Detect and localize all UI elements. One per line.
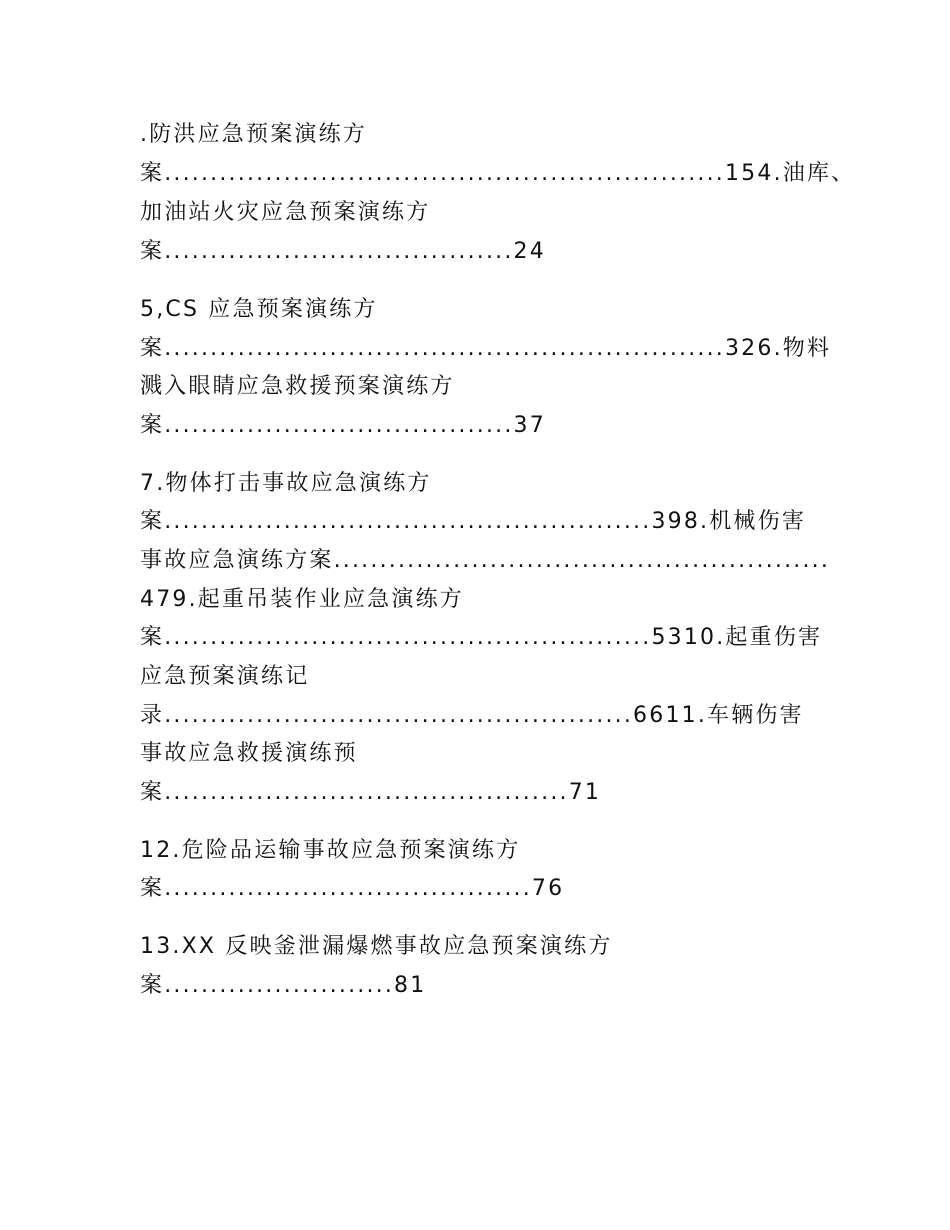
toc-line: 案............................................71 [140, 780, 602, 805]
toc-line: 录...................................................6611.车辆伤害 [140, 703, 804, 728]
toc-line: 加油站火灾应急预案演练方 [140, 200, 431, 225]
toc-line: 案........................................76 [140, 876, 565, 901]
toc-line: 案.............................................................154.油库、 [140, 161, 856, 186]
toc-line: 案.............................................................326.物料 [140, 336, 832, 361]
toc-line: 案.....................................................5310.起重伤害 [140, 625, 823, 650]
toc-line: .防洪应急预案演练方 [140, 122, 367, 147]
toc-line: 12.危险品运输事故应急预案演练方 [140, 838, 521, 863]
toc-line: 事故应急演练方案...................................................... [140, 548, 831, 573]
toc-line: 5,CS 应急预案演练方 [140, 297, 378, 322]
toc-line: 479.起重吊装作业应急演练方 [140, 587, 464, 612]
toc-line: 溅入眼睛应急救援预案演练方 [140, 374, 455, 399]
toc-line: 案.....................................................398.机械伤害 [140, 509, 807, 534]
toc-line: 案.........................81 [140, 973, 427, 998]
toc-line: 案......................................24 [140, 239, 546, 264]
toc-line: 应急预案演练记 [140, 664, 310, 689]
toc-line: 13.XX 反映釜泄漏爆燃事故应急预案演练方 [140, 934, 613, 959]
toc-line: 7.物体打击事故应急演练方 [140, 471, 432, 496]
toc-line: 事故应急救援演练预 [140, 741, 358, 766]
toc-line: 案......................................37 [140, 413, 546, 438]
